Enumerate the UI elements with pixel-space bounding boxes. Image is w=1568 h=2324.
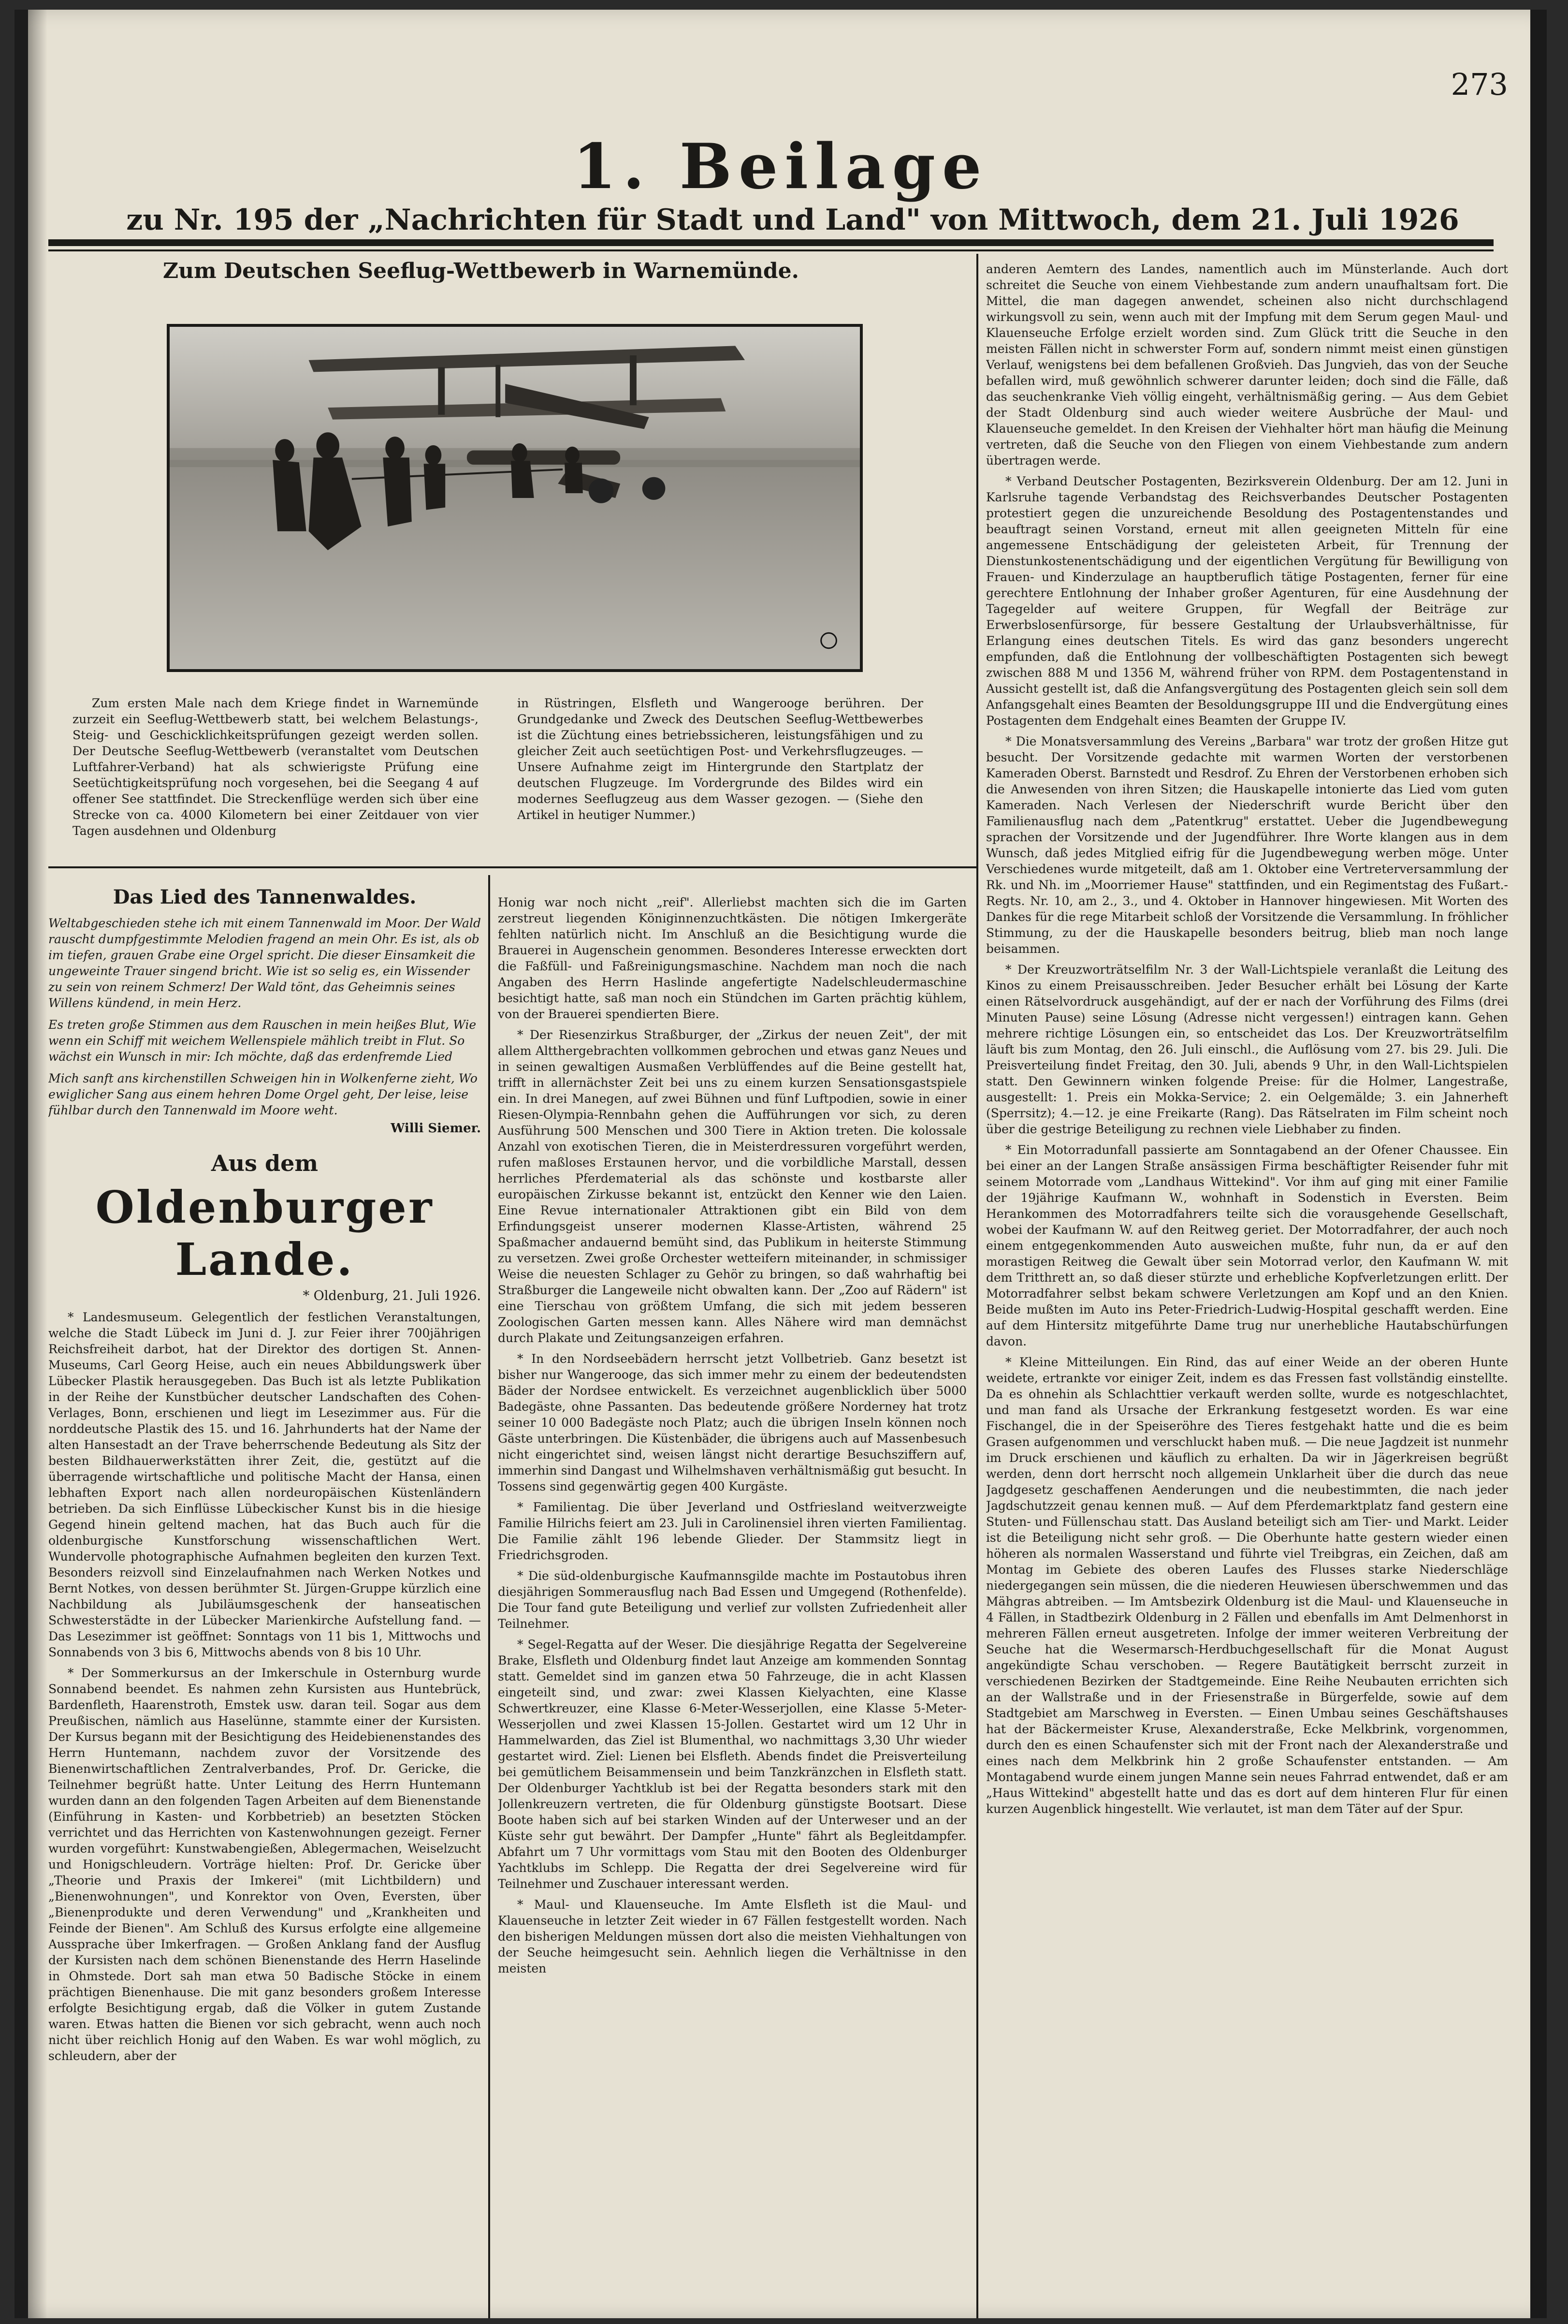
caption-text: Zum ersten Male nach dem Kriege findet in Warnemünde zurzeit ein Seeflug-Wettbewerb statt, bei welchem Belastungs-, Steig- und Geschicklichkeitsprüfungen gezeigt werden sollen. Der Deutsche Seeflug-Wettbewerb (veranstaltet vom Deutschen Luftfahrer-Verband) hat als schwierigste Prüfung eine Seetüchtigkeitsprüfung noch vorgesehen, bei die Seegang 4 auf offener See stattfindet. Die Streckenflüge werden sich über eine Strecke von ca. 4000 Kilometern bei einer Zeitdauer von vier Tagen ausdehnen und Oldenburg (73, 696, 479, 838)
article-paragraph: * Landesmuseum. Gelegentlich der festlichen Veranstaltungen, welche die Stadt Lübeck im Juni d. J. zur Feier ihrer 700jährigen Reichsfreiheit darbot, hat der Direktor des dortigen St. Annen-Museums, Carl Georg Heise, auch ein neues Abbildungswerk über Lübecker Plastik herausgegeben. Das Buch ist als letzte Publikation in der Reihe der Kunstbücher deutscher Landschaften des Cohen-Verlages, Bonn, erschienen und liegt im Lesezimmer aus. Für die norddeutsche Plastik des 15. und 16. Jahrhunderts hat der Name der alten Hansestadt an der Trave beherrschende Bedeutung als Sitz der besten Bildhauerwerkstätten ihrer Zeit, die, gestützt auf die überragende wirtschaftliche und politische Macht der Hansa, einen lebhaften Export nach allen nordeuropäischen Küstenländern betrieben. Da sich Einflüsse Lübeckischer Kunst bis in die hiesige Gegend hinein geltend machen, hat das Buch auch für die oldenburgische Kunstforschung wissenschaftlichen Wert. Wundervolle photographische Aufnahmen begleiten den kurzen Text. Besonders reizvoll sind Einzelaufnahmen nach Werken Notkes und Bernt Notkes, von dessen berühmter St. Jürgen-Gruppe kürzlich eine Nachbildung als Jubiläumsgeschenk der hanseatischen Schwesterstädte in der Lübecker Marienkirche Aufstellung fand. — Das Lesezimmer ist geöffnet: Sonntags von 11 bis 1, Mittwochs und Sonnabends von 3 bis 6, Mittwochs abends von 8 bis 10 Uhr. (48, 1310, 481, 1659)
masthead-rule-thin (48, 249, 1494, 251)
article-paragraph: * Der Riesenzirkus Straßburger, der „Zirkus der neuen Zeit", der mit allem Altthergebrachten vollkommen gebrochen und etwas ganz Neues und in seinen gewaltigen Ausmaßen Verblüffendes auf die Beine gestellt hat, trifft in allernächster Zeit bei uns zu einem kurzen Sensationsgastspiele ein. In drei Manegen, auf zwei Bühnen und fünf Luftpodien, sowie in einer Riesen-Olympia-Rennbahn gehen die Aufführungen vor sich, zu deren Ausführung 500 Menschen und 300 Tiere in Aktion treten. Die kolossale Anzahl von exotischen Tieren, die in Meisterdressuren vorgeführt werden, rufen maßloses Erstaunen hervor, und die vorbildliche Marstall, dessen herrliches Pferdematerial als das schönste und kostbarste aller europäischen Zirkusse bekannt ist, entzückt den Kenner wie den Laien. Eine Revue internationaler Attraktionen gibt ein Bild von dem Erfindungsgeist unserer modernen Klasse-Artisten, während 25 Spaßmacher andauernd bemüht sind, das Publikum in heiterste Stimmung zu versetzen. Zwei große Orchester wetteifern miteinander, in schmissiger Weise die neuesten Schlager zu Gehör zu bringen, so daß wahrhaftig bei Straßburger die Langeweile nicht obwalten kann. Der „Zoo auf Rädern" ist eine Tierschau von größtem Umfang, die sich mit jedem besseren Zoologischen Garten messen kann. Alles Nähere wird man demnächst durch Plakate und Zeitungsanzeigen erfahren. (498, 1028, 967, 1345)
poem-stanza: Es treten große Stimmen aus dem Rauschen in mein heißes Blut, Wie wenn ein Schiff mit weichem Wellenspiele mählich treibt in Flut. So wächst ein Wunsch in mir: Ich möchte, daß das erdenfremde Lied (48, 1018, 477, 1064)
masthead-subtitle: zu Nr. 195 der „Nachrichten für Stadt und Land" von Mittwoch, dem 21. Juli 1926 (126, 203, 1459, 237)
masthead-title: 1. Beilage (573, 131, 988, 203)
feature-title: Zum Deutschen Seeflug-Wettbewerb in Warnemünde. (163, 259, 799, 283)
regional-heading-large: Oldenburger Lande. (95, 1181, 434, 1286)
right-column (986, 261, 1508, 2311)
article-paragraph: anderen Aemtern des Landes, namentlich auch im Münsterlande. Auch dort schreitet die Seuche von einem Viehbestande zum andern unaufhaltsam fort. Die Mittel, die man dagegen anwendet, scheinen also nicht durchschlagend wirkungsvoll zu sein, wenn auch mit der Impfung mit dem Serum gegen Maul- und Klauenseuche Erfolge erzielt worden sind. Zum Glück tritt die Seuche in den meisten Fällen nicht in schwerster Form auf, sondern nimmt meist einen günstigen Verlauf, wenigstens bei dem befallenen Großvieh. Das Jungvieh, das von der Seuche befallen wird, muß gewöhnlich schwerer darunter leiden; doch sind die Fälle, daß das seuchenkranke Vieh völlig eingeht, verhältnismäßig gering. — Aus dem Gebiet der Stadt Oldenburg sind auch wieder weitere Ausbrüche der Maul- und Klauenseuche gemeldet. In den Kreisen der Viehhalter hört man häufig die Meinung vertreten, daß die Seuche von den Fliegen von einem Viehbestande zum andern übertragen werde. (986, 262, 1508, 468)
poem-stanza: Weltabgeschieden stehe ich mit einem Tannenwald im Moor. Der Wald rauscht dumpfgestimmte Melodien fragend an mein Ohr. Es ist, als ob im tiefen, grauen Grabe eine Orgel spricht. Die dieser Einsamkeit die ungeweinte Trauer singend bricht. Wie ist so selig es, ein Wissender zu sein von reinem Schmerz! Der Wald tönt, das Geheimnis seines Willens kündend, in mein Herz. (48, 916, 481, 1010)
article-paragraph: * Der Kreuzworträtselfilm Nr. 3 der Wall-Lichtspiele veranlaßt die Leitung des Kinos zu einem Preisausschreiben. Jeder Besucher erhält bei Lösung der Karte einen Rätselvordruck ausgehändigt, auf der er nach der Vorführung des Films (drei Minuten Pause) seine Lösung (Adresse nicht vergessen!) eintragen kann. Gehen mehrere richtige Lösungen ein, so entscheidet das Los. Der Kreuzworträtselfilm läuft bis zum Montag, den 26. Juli einschl., die Auflösung vom 27. bis 29. Juli. Die Preisverteilung findet Freitag, den 30. Juli, abends 9 Uhr, in den Wall-Lichtspielen statt. Den Gewinnern winken folgende Preise: für die Holmer, Langestraße, ausgestellt: 1. Preis ein Mokka-Service; 2. ein Oelgemälde; 3. ein Jahnerheft (Sperrsitz); 4.—12. je eine Freikarte (Rang). Das Rätselraten im Film scheint noch über die gestrige Beteiligung zu rechnen viele Liebhaber zu finden. (986, 963, 1508, 1136)
feature-bottom-rule (48, 866, 976, 868)
poem-body (48, 915, 481, 1118)
regional-heading-small: Aus dem (211, 1150, 319, 1176)
article-paragraph: * Ein Motorradunfall passierte am Sonntagabend an der Ofener Chaussee. Ein bei einer an der Langen Straße ansässigen Firma beschäftigter Reisender fuhr mit seinem Motorrade vom „Landhaus Wittekind". Vor ihm auf ging mit einer Familie der 19jährige Kaufmann W., wohnhaft in Sodenstich in Eversten. Beim Herankommen des Motorradfahrers teilte sich die vorausgehende Gesellschaft, wobei der Kaufmann W. auf den Reitweg geriet. Der Motorradfahrer, der auch noch einem entgegenkommenden Auto ausweichen mußte, fuhr nun, da er auf den morastigen Reitweg die Gewalt über sein Motorrad verlor, den Kaufmann W. mit dem Tritthrett an, so daß dieser stürzte und erhebliche Kopfverletzungen erlitt. Der Motorradfahrer selbst bekam schwere Verletzungen am Kopf und an den Knien. Beide mußten im Auto ins Peter-Friedrich-Ludwig-Hospital geschafft werden. Eine auf dem Hintersitz mitgeführte Dame trug nur unerhebliche Hautabschürfungen davon. (986, 1143, 1508, 1348)
column-rule-right (976, 254, 978, 2318)
article-paragraph: * Maul- und Klauenseuche. Im Amte Elsfleth ist die Maul- und Klauenseuche in letzter Zeit wieder in 67 Fällen festgestellt worden. Nach den bisherigen Meldungen müssen dort also die meisten Viehhaltungen von der Seuche heimgesucht sein. Aehnlich liegen die Verhältnisse in den meisten (498, 1898, 967, 1975)
article-paragraph: * Die süd-oldenburgische Kaufmannsgilde machte im Postautobus ihren diesjährigen Sommerausflug nach Bad Essen und Umgegend (Rothenfelde). Die Tour fand gute Beteiligung und verlief zur vollsten Zufriedenheit aller Teilnehmer. (498, 1569, 967, 1631)
poem-stanza: Mich sanft ans kirchenstillen Schweigen hin in Wolkenferne zieht, Wo ewiglicher Sang aus einem hehren Dome Orgel geht, Der leise, leise fühlbar durch den Tannenwald im Moore weht. (48, 1071, 478, 1117)
article-paragraph: * Die Monatsversammlung des Vereins „Barbara" war trotz der großen Hitze gut besucht. Der Vorsitzende gedachte mit warmen Worten der verstorbenen Kameraden Oberst. Barnstedt und Resdrof. Zu Ehren der Verstorbenen erhoben sich die Anwesenden von ihren Sitzen; die Hauskapelle intonierte das Lied vom guten Kameraden. Nach Verlesen der Niederschrift wurde Bericht über den Familienausflug nach dem „Patentkrug" erstattet. Ueber die Jugendbewegung sprachen der Vorsitzende und der Jugendführer. Ihre Worte klangen aus in dem Wunsch, daß jedes Mitglied eifrig für die Jugendbewegung werben möge. Unter Verschiedenes wurde mitgeteilt, daß am 1. Oktober eine Vertreterversammlung der Rk. und Nh. im „Moorriemer Hause" stattfinden, und ein Regimentstag des Fußart.-Regts. Nr. 10, am 2., 3., und 4. Oktober in Hannover hingewiesen. Mit Worten des Dankes für die rege Mitarbeit schloß der Vorsitzende die Versammlung. In fröhlicher Stimmung, zu der die Hauskapelle besonders beitrug, blieb man noch lange beisammen. (986, 734, 1508, 956)
article-paragraph: * Verband Deutscher Postagenten, Bezirksverein Oldenburg. Der am 12. Juni in Karlsruhe tagende Verbandstag des Reichsverbandes Deutscher Postagenten protestiert gegen die unzureichende Besoldung des Postagentenstandes und beauftragt seinen Vorstand, erneut mit allen geeigneten Mitteln für eine angemessene Entschädigung der geleisteten Arbeit, für Trennung der Dienstunkostenentschädigung und der eigentlichen Vergütung für Bewilligung von Frauen- und Kinderzulage an hauptberuflich tätige Postagenten, ferner für eine gerechtere Entlohnung der Inhaber großer Agenturen, für eine Ausdehnung der Tagegelder auf weitere Gruppen, für Wegfall der Beiträge zur Erwerbslosenfürsorge, für bessere Gestaltung der Urlaubsverhältnisse, für Erlangung eines deutschen Titels. Es wird das ganz besonders ungerecht empfunden, daß die Entlohnung der vollbeschäftigten Postagenten sich bewegt zwischen 888 M und 1356 M, während früher von RPM. dem Postagentenstand in Aussicht gestellt ist, daß die Anfangsvergütung des Postagenten gleich sein soll dem Anfangsgehalt eines Beamten der Besoldungsgruppe III und die Endvergütung eines Postagenten dem Endgehalt eines Beamten der Gruppe IV. (986, 474, 1508, 728)
seaplane-photo-image (170, 327, 860, 669)
seaplane-photo (167, 324, 863, 672)
poem-author: Willi Siemer. (391, 1121, 481, 1136)
left-column (48, 886, 481, 2317)
page-number: 273 (1451, 67, 1508, 102)
page-edge-shadow (28, 10, 47, 2318)
article-paragraph: * Der Sommerkursus an der Imkerschule in Osternburg wurde Sonnabend beendet. Es nahmen zehn Kursisten aus Huntebrück, Bardenfleth, Haarenstroth, Emstek usw. daran teil. Sogar aus dem Preußischen, nämlich aus Haselünne, stammte einer der Kursisten. Der Kursus begann mit der Besichtigung des Heidebienenstandes des Herrn Huntemann, nachdem zuvor der Vorsitzende des Bienenwirtschaftlichen Zentralverbandes, Prof. Dr. Gericke, die Teilnehmer begrüßt hatte. Unter Leitung des Herrn Huntemann wurden dann an den folgenden Tagen Arbeiten auf dem Bienenstande (Einführung in Kasten- und Korbbetrieb) an besetzten Stöcken verrichtet und das Herrichten von Kastenwohnungen gezeigt. Ferner wurden vorgeführt: Kunstwabengießen, Ablegermachen, Weiselzucht und Honigschleudern. Vorträge hielten: Prof. Dr. Gericke über „Theorie und Praxis der Imkerei" (mit Lichtbildern) und „Bienenwohnungen", und Konrektor von Oven, Eversten, über „Bienenprodukte und deren Verwendung" und „Krankheiten und Feinde der Bienen". Am Schluß des Kursus erfolgte eine allgemeine Aussprache über Imkerfragen. — Großen Anklang fand der Ausflug der Kursisten nach dem schönen Bienenstande des Herrn Haselinde in Ohmstede. Dort sah man etwa 50 Badische Stöcke in einem prächtigen Bienenhause. Die mit ganz besonders großem Interesse erfolgte Besichtigung ergab, daß die Völker in gutem Zustande waren. Etwas hatten die Bienen vor sich gebracht, wenn auch noch nicht über reichlich Honig auf den Waben. Es war wohl möglich, zu schleudern, aber der (48, 1666, 481, 2063)
caption-text: in Rüstringen, Elsfleth und Wangerooge berühren. Der Grundgedanke und Zweck des Deutschen Seeflug-Wettbewerbes ist die Züchtung eines betriebssicheren, leistungsfähigen und zu gleicher Zeit auch seetüchtigen Post- und Verkehrsflugzeuges. — Unsere Aufnahme zeigt im Hintergrunde den Startplatz der deutschen Flugzeuge. Im Vordergrunde des Bildes wird ein modernes Seeflugzeug aus dem Wasser gezogen. — (Siehe den Artikel in heutiger Nummer.) (517, 696, 923, 822)
masthead-rule-thick (48, 239, 1494, 246)
column-rule-middle (488, 875, 490, 2318)
newspaper-page (15, 10, 1547, 2318)
scan-binding-right (1530, 10, 1547, 2318)
article-paragraph: * Segel-Regatta auf der Weser. Die diesjährige Regatta der Segelvereine Brake, Elsfleth und Oldenburg findet laut Anzeige am kommenden Sonntag statt. Gemeldet sind im ganzen etwa 50 Fahrzeuge, die in acht Klassen eingeteilt sind, und zwar: zwei Klassen Kielyachten, eine Klasse Schwertkreuzer, eine Klasse 6-Meter-Wesserjollen, eine Klasse 5-Meter-Wesserjollen und zwei Klassen 15-Jollen. Gestartet wird um 12 Uhr in Hammelwarden, das Ziel ist Blumenthal, wo nachmittags 3,30 Uhr wieder gestartet wird. Ziel: Lienen bei Elsfleth. Abends findet die Preisverteilung bei gemütlichem Beisammensein und beim Tanzkränzchen in Elsfleth statt. Der Oldenburger Yachtklub ist bei der Regatta besonders stark mit den Jollenkreuzern vertreten, die für Oldenburg günstigste Bootsart. Diese Boote haben sich auf bei starken Winden auf der Unterweser und an der Küste sehr gut bewährt. Der Dampfer „Hunte" fährt als Begleitdampfer. Abfahrt um 7 Uhr vormittags vom Stau mit den Booten des Oldenburger Yachtklubs im Schlepp. Die Regatta der drei Segelvereine wird für Teilnehmer und Zuschauer interessant werden. (498, 1637, 967, 1891)
middle-column (498, 894, 967, 2311)
scan-binding-left (15, 10, 28, 2318)
article-paragraph: * Kleine Mitteilungen. Ein Rind, das auf einer Weide an der oberen Hunte weidete, ertrankte vor einiger Zeit, indem es das Fressen fast vollständig einstellte. Da es ohnehin als Schlachttier verkauft werden sollte, wurde es notgeschlachtet, und man fand als Ursache der Erkrankung festgesetzt worden. Es war eine Fischangel, die in der Speiseröhre des Tieres festgehakt hatte und die es beim Grasen aufgenommen und verschluckt haben muß. — Die neue Jagdzeit ist nunmehr im Druck erschienen und käuflich zu erhalten. Da wir in Jägerkreisen begrüßt werden, denn dort herrscht noch allgemein Unklarheit über die durch das neue Jagdgesetz geschaffenen Aenderungen und die neubestimmten, die nach jeder Jagdschutzzeit genau kennen muß. — Auf dem Pferdemarktplatz fand gestern eine Stuten- und Füllenschau statt. Das Ausland beteiligt sich am Tier- und Markt. Leider ist die Beteiligung nicht sehr groß. — Die Oberhunte hatte gestern wieder einen höheren als normalen Wasserstand und führte viel Treibgras, ein Zeichen, daß am Montag im Gebiete des oberen Laufes des Flusses starke Niederschläge niedergegangen sein müssen, die die niederen Heuwiesen überschwemmen und das Mähgras abtreiben. — Im Amtsbezirk Oldenburg ist die Maul- und Klauenseuche in 4 Fällen, in Stadtbezirk Oldenburg in 2 Fällen und ebenfalls im Amt Delmenhorst in mehreren Fällen erneut ausgetreten. Infolge der immer weiteren Verbreitung der Seuche hat die Wesermarsch-Herdbuchgesellschaft für die Monat August angekündigte Schau verschoben. — Regere Bautätigkeit berrscht zurzeit in verschiedenen Bezirken der Stadtgemeinde. Eine Reihe Neubauten errichten sich an der Wallstraße und in der Friesenstraße in Bürgerfelde, sowie auf dem Stadtgebiet am Marschweg in Eversten. — Einen Umbau seines Geschäftshauses hat der Bäckermeister Kruse, Alexanderstraße, Ecke Melkbrink, vorgenommen, durch den es einen Schaufenster sich mit der Front nach der Alexanderstraße und eines nach dem Melkbrink hin 2 große Schaufenster entstanden. — Am Montagabend wurde einem jungen Manne sein neues Fahrrad entwendet, daß er am „Haus Wittekind" abgestellt hatte und das es dort auf dem hinteren Flur für einen kurzen Augenblick hingestellt. Wie verlautet, ist man dem Täter auf der Spur. (986, 1355, 1508, 1816)
article-paragraph: * In den Nordseebädern herrscht jetzt Vollbetrieb. Ganz besetzt ist bisher nur Wangerooge, das sich immer mehr zu einem der bedeutendsten Bäder der Nordsee entwickelt. Es verzeichnet augenblicklich über 5000 Badegäste, ohne Passanten. Das bedeutende größere Norderney hat trotz seiner 10 000 Badegäste noch Platz; auch die übrigen Inseln können noch Gäste unterbringen. Die Küstenbäder, die übrigens auch auf Massenbesuch nicht eingerichtet sind, weisen längst nicht derartige Besuchsziffern auf, immerhin sind Dangast und Wilhelmshaven verhältnismäßig gut besucht. In Tossens sind gegenwärtig gegen 400 Kurgäste. (498, 1352, 967, 1493)
regional-dateline: * Oldenburg, 21. Juli 1926. (303, 1288, 481, 1303)
poem-title: Das Lied des Tannenwaldes. (113, 886, 417, 908)
article-paragraph: Honig war noch nicht „reif". Allerliebst machten sich die im Garten zerstreut liegenden Königinnenzuchtkästen. Die nötigen Imkergeräte fehlten natürlich nicht. Im Anschluß an die Besichtigung wurde die Brauerei in Augenschein genommen. Besonderes Interesse erweckten dort die Faßfüll- und Faßreinigungsmaschine. Nachdem man noch die nach Angaben des Herrn Haslinde angefertigte Nadelschleudermaschine besichtigt hatte, saß man noch ein Stündchen im Garten prächtig kühlem, von der Brauerei spendierten Biere. (498, 895, 967, 1021)
article-paragraph: * Familientag. Die über Jeverland und Ostfriesland weitverzweigte Familie Hilrichs feiert am 23. Juli in Carolinensiel ihren vierten Familientag. Die Familie zählt 196 lebende Glieder. Der Stammsitz liegt in Friedrichsgroden. (498, 1500, 967, 1562)
